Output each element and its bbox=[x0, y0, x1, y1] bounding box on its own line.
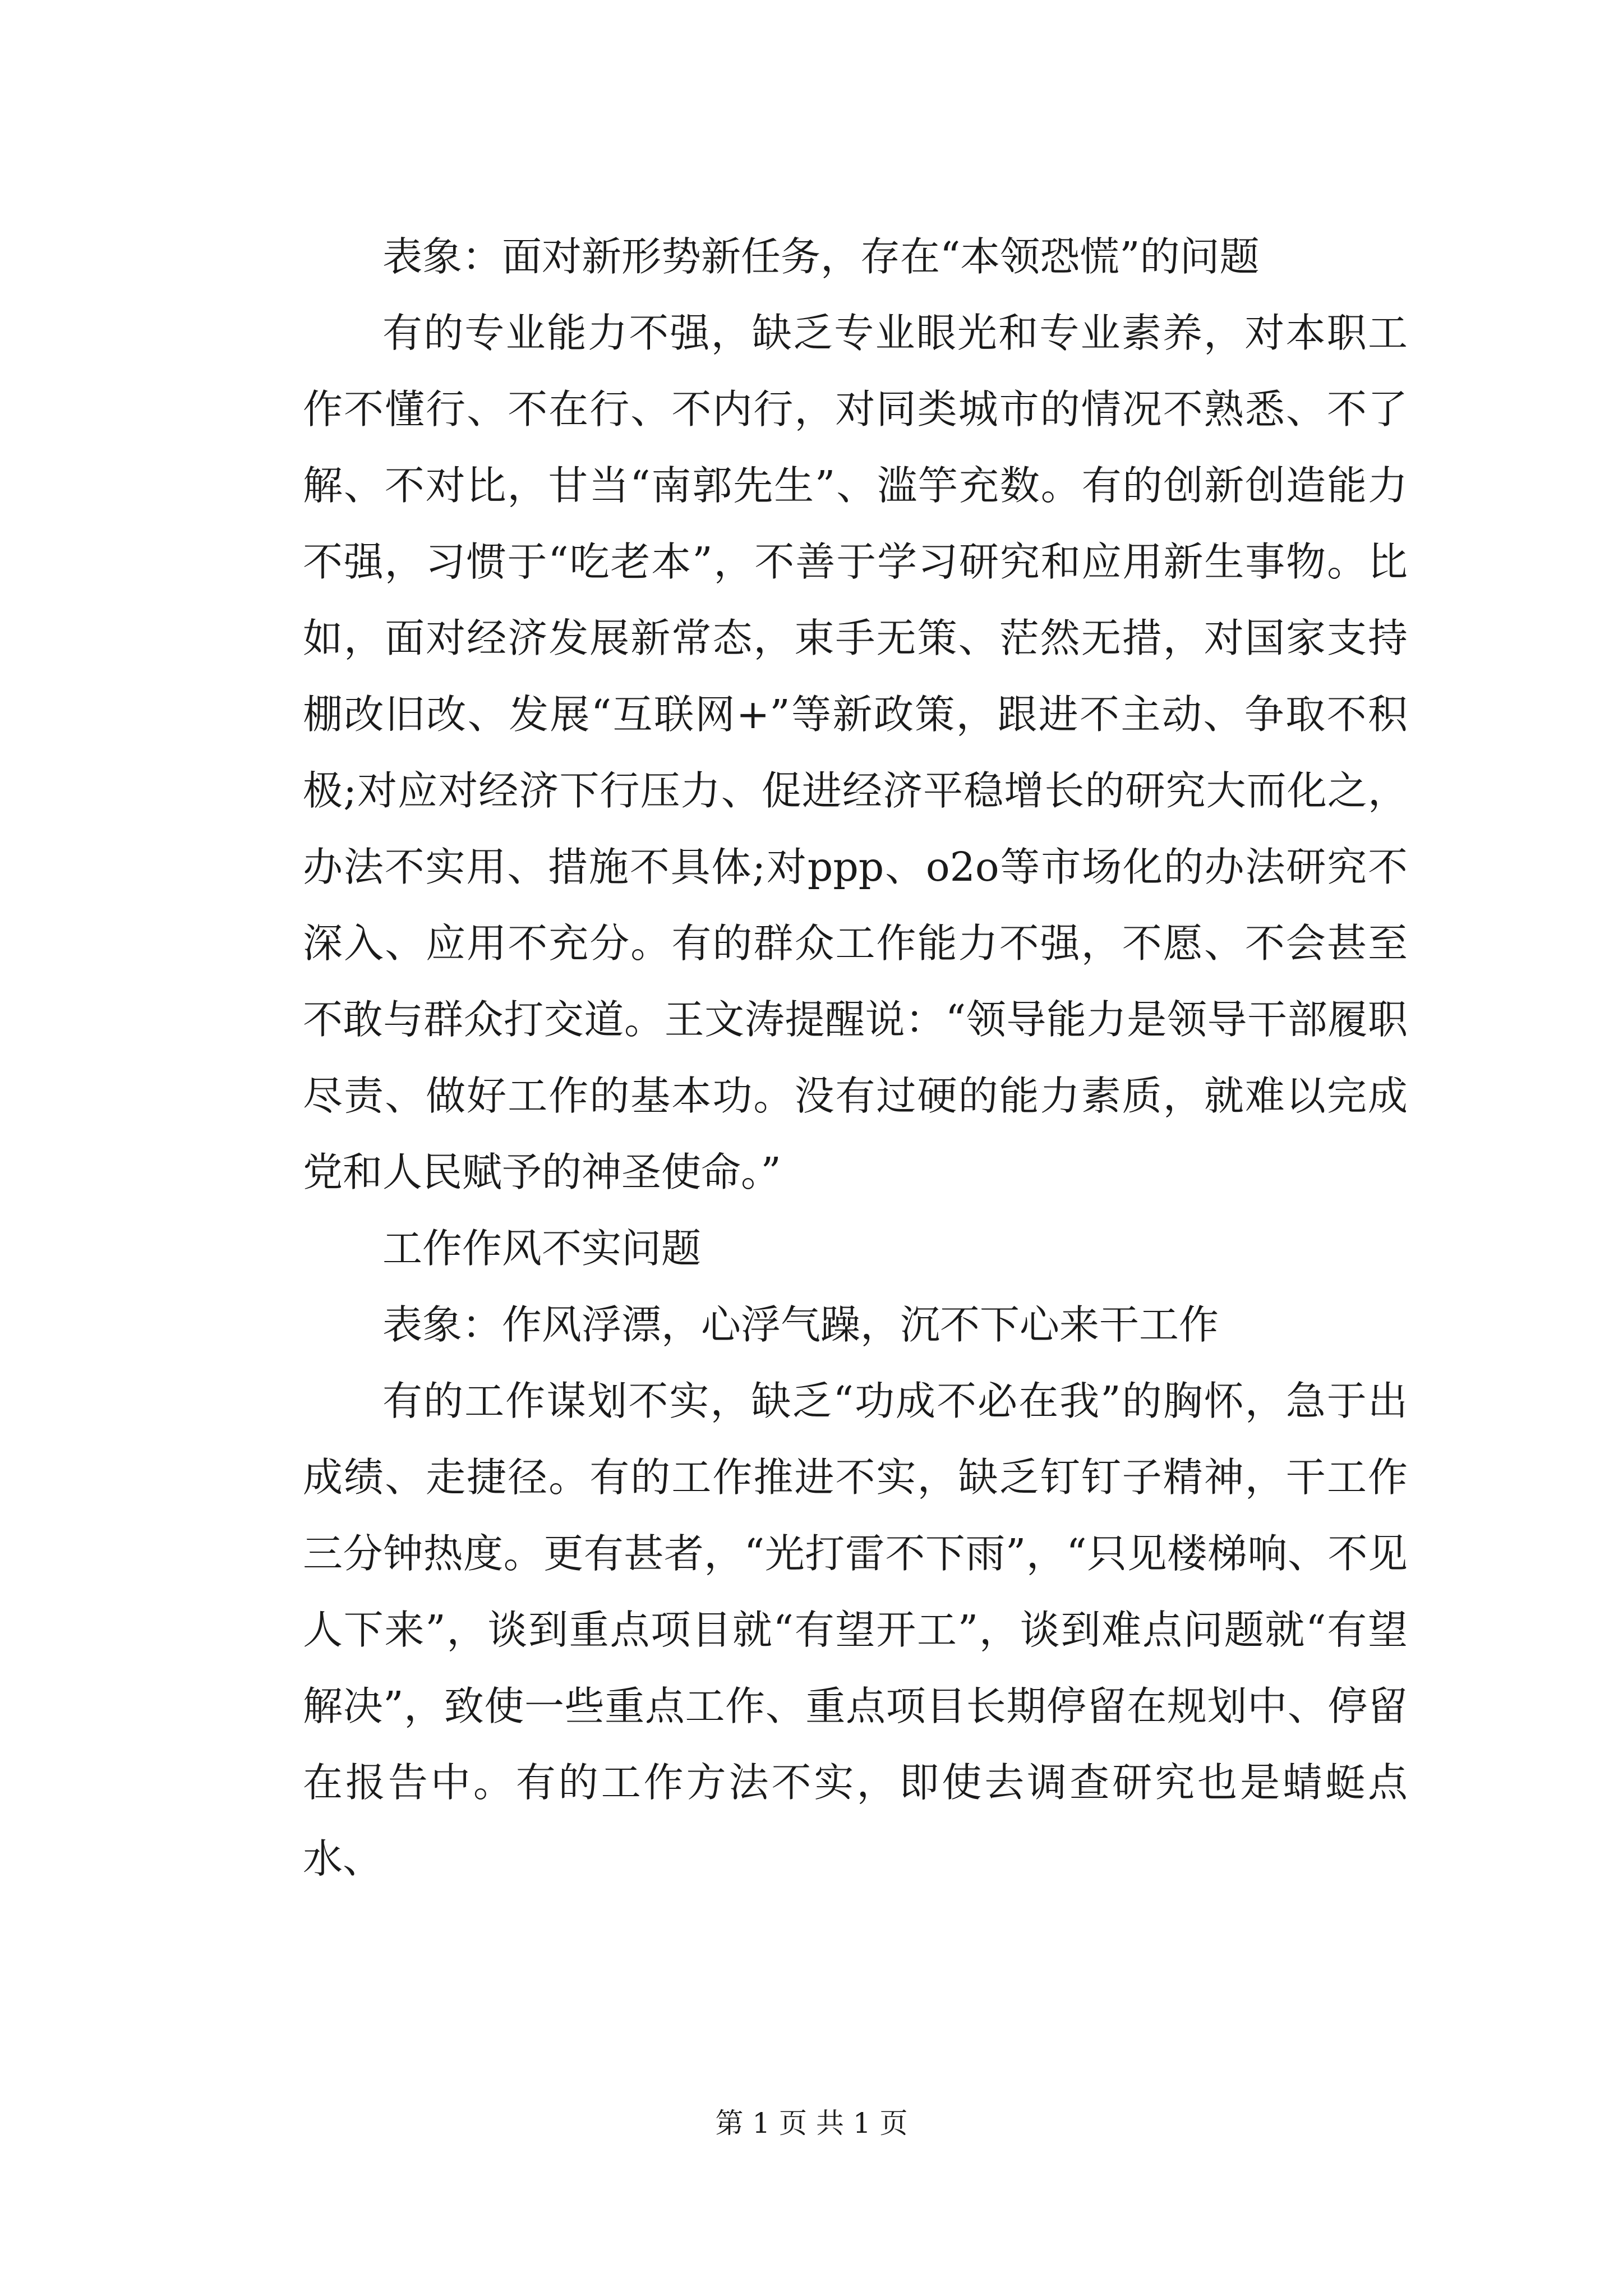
paragraph-heading-symptom-2: 表象：作风浮漂，心浮气躁，沉不下心来干工作 bbox=[382, 1301, 1219, 1348]
paragraph-ability: 有的专业能力不强，缺乏专业眼光和专业素养，对本职工作不懂行、不在行、不内行，对同类城市的情况不熟悉、不了解、不对比，甘当“南郭先生”、滥竽充数。有的创新创造能力不强，习惯于“吃老本”，不善于学习研究和应用新生事物。比如，面对经济发展新常态，束手无策、茫然无措，对国家支持棚改旧改、发展“互联网+”等新政策，跟进不主动、争取不积极;对应对经济下行压力、促进经济平稳增长的研究大而化之，办法不实用、措施不具体;对ppp、o2o等市场化的办法研究不深入、应用不充分。有的群众工作能力不强，不愿、不会甚至不敢与群众打交道。王文涛提醒说：“领导能力是领导干部履职尽责、做好工作的基本功。没有过硬的能力素质，就难以完成党和人民赋予的神圣使命。” bbox=[303, 310, 1408, 1195]
paragraph-heading-work-style: 工作作风不实问题 bbox=[382, 1225, 702, 1272]
paragraph-work-style: 有的工作谋划不实，缺乏“功成不必在我”的胸怀，急于出成绩、走捷径。有的工作推进不实，缺乏钉钉子精神，干工作三分钟热度。更有甚者，“光打雷不下雨”，“只见楼梯响、不见人下来”，谈到重点项目就“有望开工”，谈到难点问题就“有望解决”，致使一些重点工作、重点项目长期停留在规划中、停留在报告中。有的工作方法不实，即使去调查研究也是蜻蜓点水、 bbox=[303, 1378, 1408, 1882]
paragraph-heading-symptom-1: 表象：面对新形势新任务，存在“本领恐慌”的问题 bbox=[382, 233, 1260, 280]
document-body bbox=[303, 219, 1408, 1897]
page-footer: 第 1 页 共 1 页 bbox=[715, 2107, 908, 2139]
